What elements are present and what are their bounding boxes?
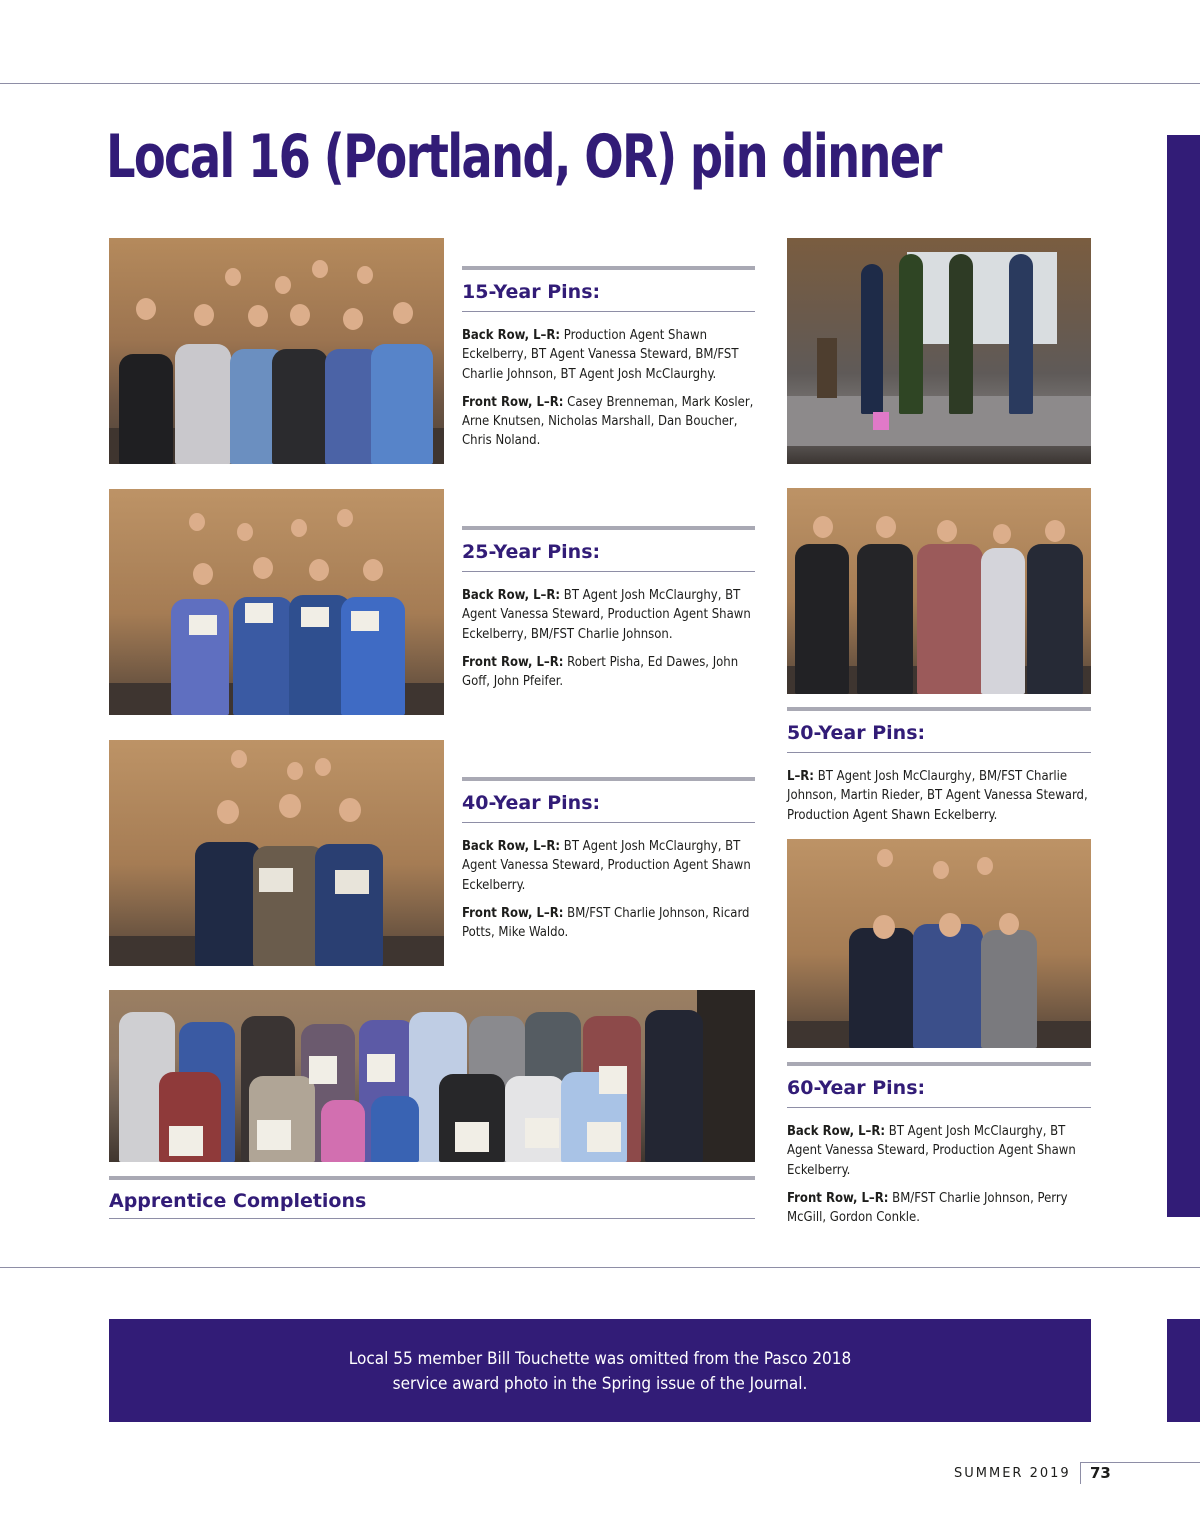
page-title: Local 16 (Portland, OR) pin dinner	[106, 122, 941, 192]
section-underline	[462, 822, 755, 823]
section-heading: 25-Year Pins:	[462, 541, 601, 563]
caption-lead: Front Row, L–R:	[787, 1190, 889, 1206]
section-top-rule	[787, 707, 1091, 711]
section-underline	[787, 1107, 1091, 1108]
caption-lead: Front Row, L–R:	[462, 905, 564, 921]
caption-text: BM/FST Charlie Johnson, Ricard Potts, Mike Waldo.	[462, 905, 750, 941]
section-15-year-pins	[462, 266, 755, 451]
section-heading: 60-Year Pins:	[787, 1077, 926, 1099]
side-accent-bar-lower	[1167, 1319, 1200, 1422]
section-underline	[462, 311, 755, 312]
section-heading: 15-Year Pins:	[462, 281, 601, 303]
section-top-rule	[462, 266, 755, 270]
caption-text: BM/FST Charlie Johnson, Perry McGill, Gordon Conkle.	[787, 1190, 1068, 1226]
caption-text: BT Agent Josh McClaurghy, BM/FST Charlie Johnson, Martin Rieder, BT Agent Vanessa Steward, Production Agent Shawn Eckelberry.	[787, 769, 1088, 823]
section-underline	[462, 571, 755, 572]
caption-front-row	[462, 393, 755, 451]
section-heading: Apprentice Completions	[109, 1190, 367, 1212]
page-number: 73	[1090, 1464, 1111, 1482]
footer-top-rule	[1081, 1462, 1200, 1463]
photo-25-year-group	[109, 489, 444, 715]
caption-lead: Front Row, L–R:	[462, 654, 564, 670]
caption-front-row	[462, 653, 755, 692]
section-underline	[787, 752, 1091, 753]
notice-line-2: service award photo in the Spring issue of the Journal.	[392, 1374, 808, 1394]
section-40-year-pins	[462, 777, 755, 942]
caption-text: Robert Pisha, Ed Dawes, John Goff, John Pfeifer.	[462, 654, 739, 690]
caption-front-row	[462, 904, 755, 943]
footer-separator	[1080, 1462, 1081, 1484]
caption-text: Production Agent Shawn Eckelberry, BT Agent Vanessa Steward, BM/FST Charlie Johnson, BT Agent Josh McClaurghy.	[462, 328, 739, 382]
header-rule	[0, 83, 1200, 84]
caption-lead: Front Row, L–R:	[462, 394, 564, 410]
caption-lr	[787, 767, 1091, 825]
section-apprentice-completions	[109, 1176, 755, 1219]
notice-line-1: Local 55 member Bill Touchette was omitted from the Pasco 2018	[348, 1349, 852, 1369]
photo-40-year-group	[109, 740, 444, 966]
section-25-year-pins	[462, 526, 755, 691]
caption-back-row	[787, 1122, 1091, 1180]
section-underline	[109, 1218, 755, 1219]
photo-color-guard	[787, 238, 1091, 464]
photo-apprentice-completions	[109, 990, 755, 1162]
photo-60-year-group	[787, 839, 1091, 1048]
caption-back-row	[462, 326, 755, 384]
caption-lead: Back Row, L–R:	[462, 588, 561, 603]
caption-text: BT Agent Josh McClaurghy, BT Agent Vanessa Steward, Production Agent Shawn Eckelberry.	[462, 839, 751, 893]
side-accent-bar	[1167, 135, 1200, 1217]
caption-text: BT Agent Josh McClaurghy, BT Agent Vanessa Steward, Production Agent Shawn Eckelberry.	[787, 1124, 1076, 1178]
correction-notice	[109, 1319, 1091, 1422]
section-60-year-pins	[787, 1062, 1091, 1227]
section-heading: 50-Year Pins:	[787, 722, 926, 744]
caption-text: Casey Brenneman, Mark Kosler, Arne Knutsen, Nicholas Marshall, Dan Boucher, Chris Noland.	[462, 394, 754, 449]
caption-lead: L–R:	[787, 769, 814, 784]
caption-back-row	[462, 586, 755, 644]
section-top-rule	[109, 1176, 755, 1180]
caption-front-row	[787, 1189, 1091, 1228]
section-50-year-pins	[787, 707, 1091, 825]
caption-lead: Back Row, L–R:	[787, 1124, 886, 1139]
section-top-rule	[462, 777, 755, 781]
section-heading: 40-Year Pins:	[462, 792, 601, 814]
photo-15-year-group	[109, 238, 444, 464]
caption-lead: Back Row, L–R:	[462, 839, 561, 854]
footer-issue: SUMMER 2019	[954, 1466, 1071, 1481]
section-top-rule	[787, 1062, 1091, 1066]
caption-text: BT Agent Josh McClaurghy, BT Agent Vanessa Steward, Production Agent Shawn Eckelberry, BM/FST Charlie Johnson.	[462, 588, 751, 642]
photo-50-year-group	[787, 488, 1091, 694]
caption-lead: Back Row, L–R:	[462, 328, 561, 343]
caption-back-row	[462, 837, 755, 895]
footer-divider-rule	[0, 1267, 1200, 1268]
section-top-rule	[462, 526, 755, 530]
